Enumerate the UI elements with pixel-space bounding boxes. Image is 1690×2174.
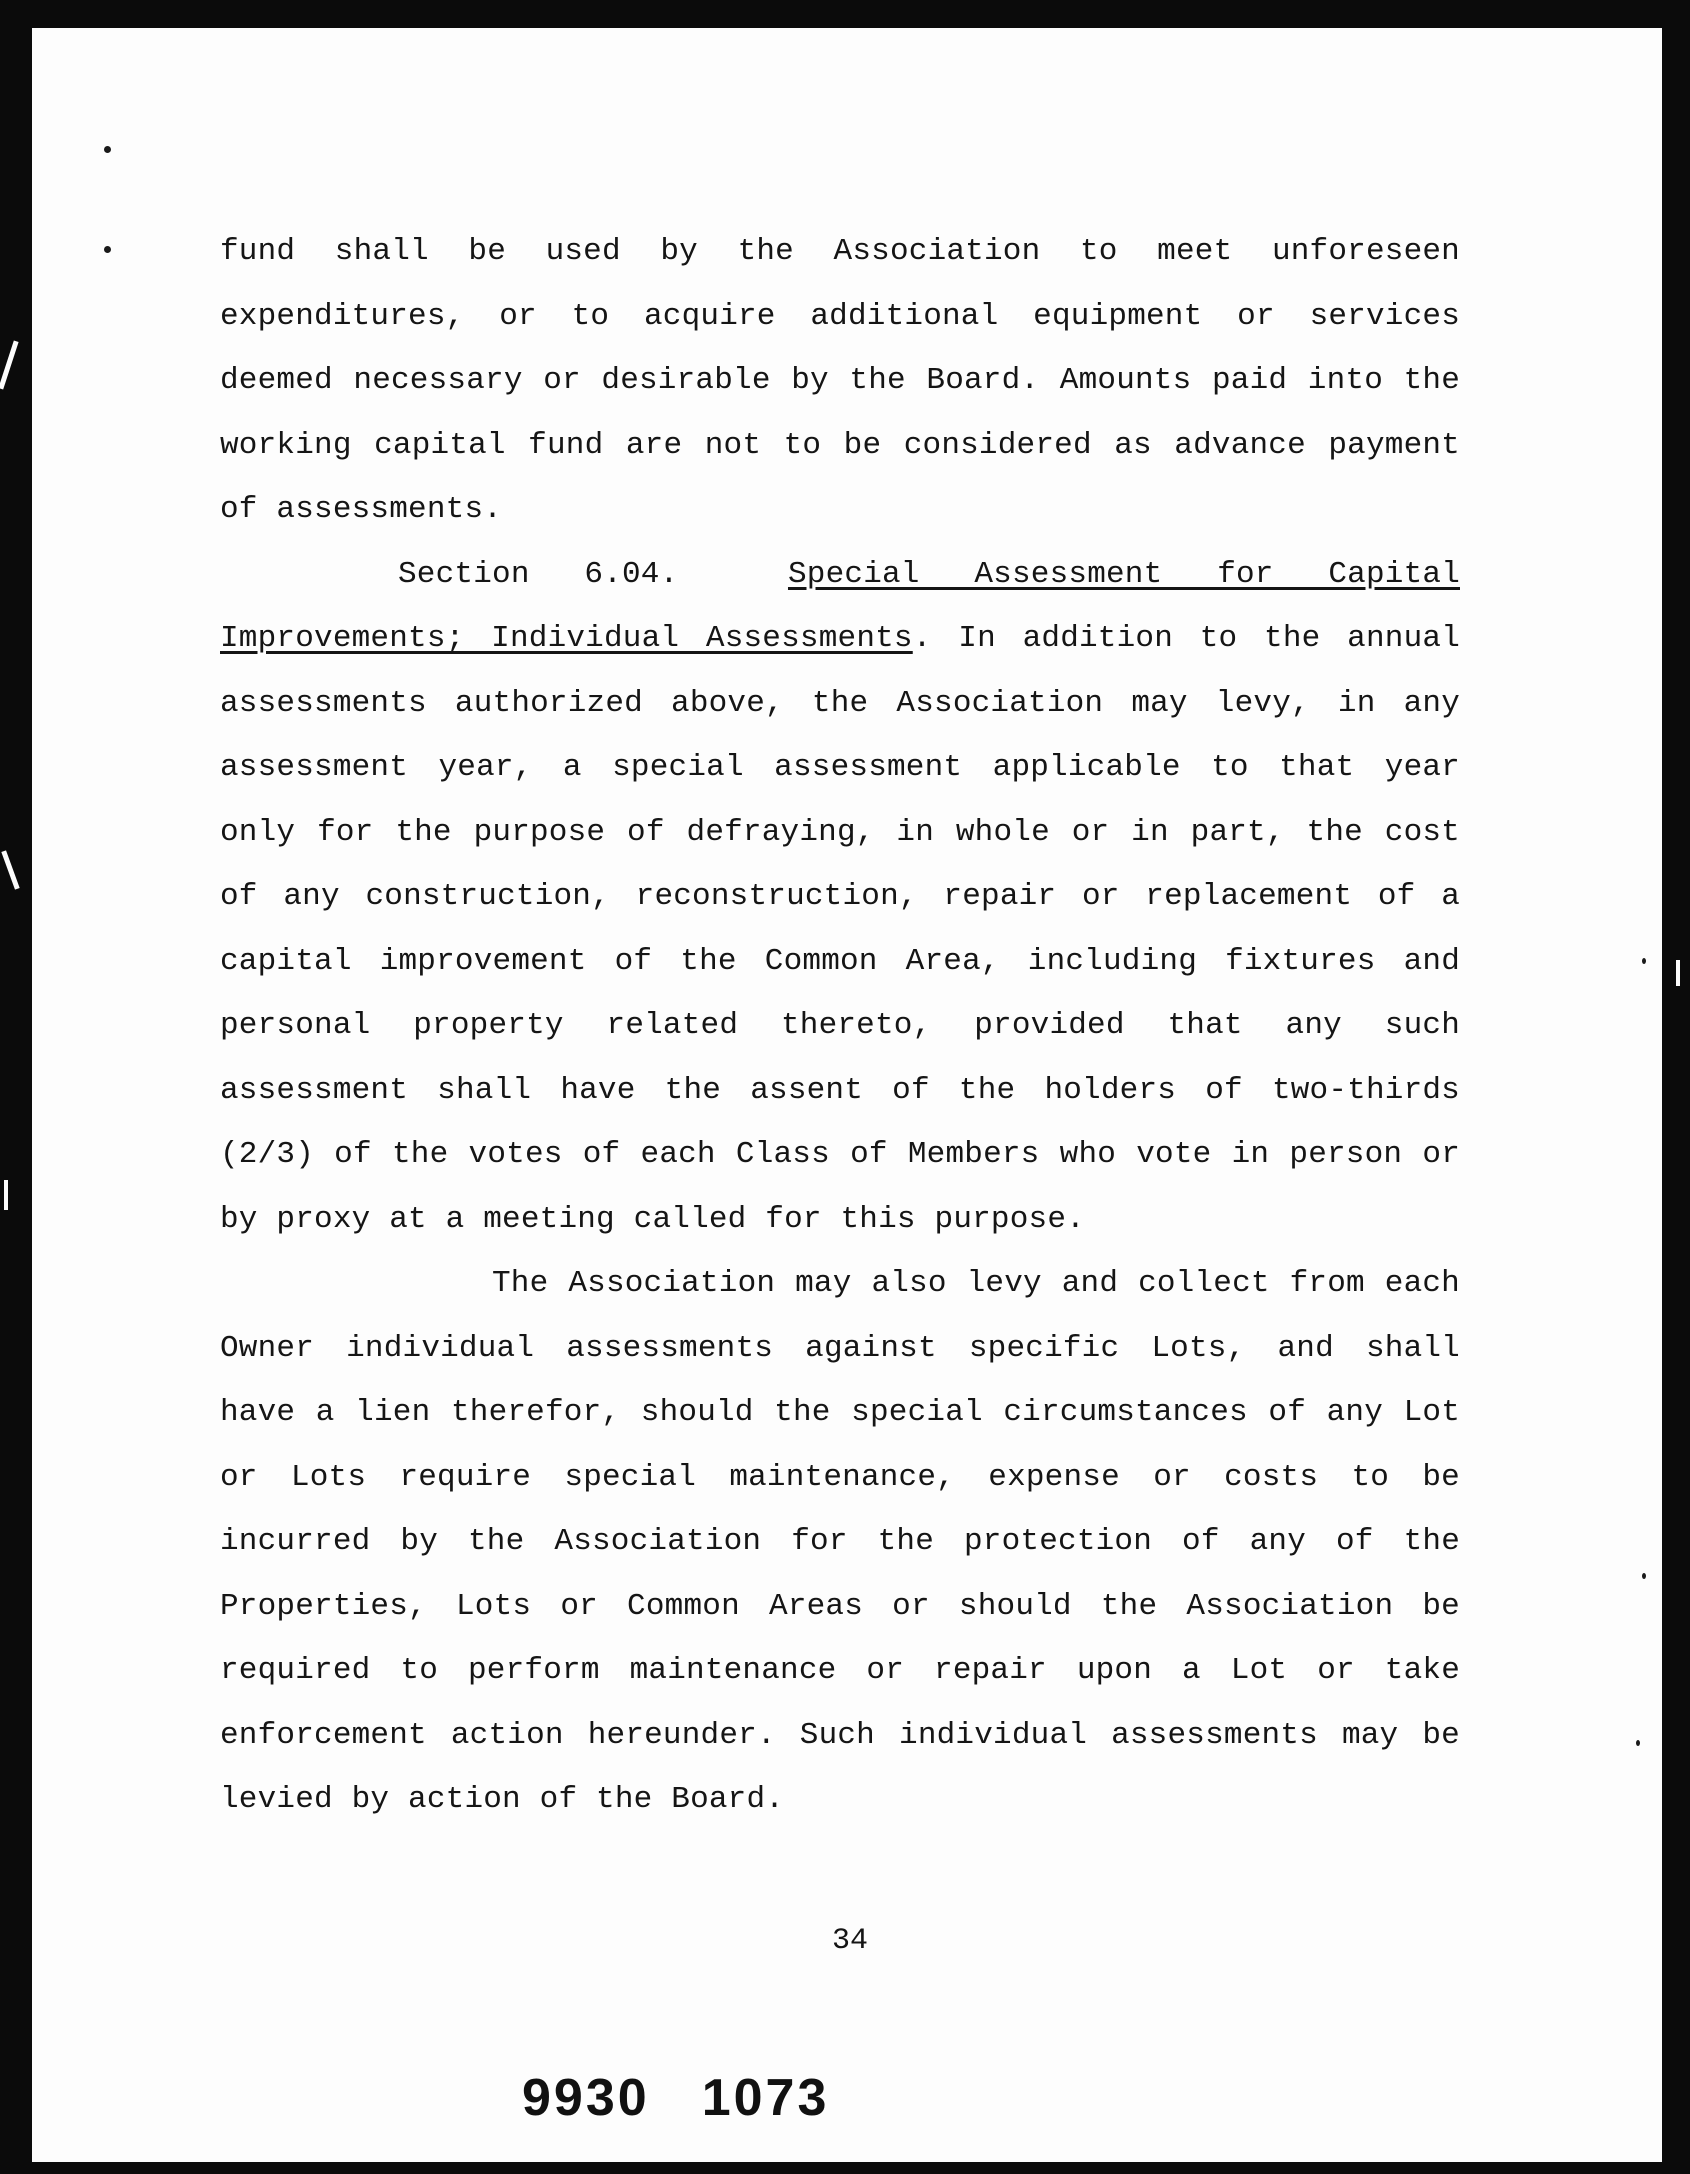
scan-edge-mark <box>1 850 19 889</box>
paragraph-working-capital: fund shall be used by the Association to meet unforeseen expenditures, or to acquire additional equipment or services deemed necessary or desirable by the Board. Amounts paid into the working capital fund are not to be considered as advance payment of assessments. <box>220 234 1460 527</box>
section-6-04 <box>220 543 1460 1253</box>
page-number: 34 <box>831 1924 868 1958</box>
scan-speck <box>104 246 111 253</box>
scan-edge-mark <box>4 1180 8 1210</box>
scan-speck <box>104 146 111 153</box>
scan-speck <box>1642 1573 1646 1579</box>
scan-edge-mark <box>0 340 19 389</box>
doc-ref-left: 9930 <box>522 2069 650 2127</box>
document-reference-number <box>522 2068 829 2128</box>
scan-edge-mark <box>1676 960 1680 986</box>
scan-speck <box>1636 1740 1640 1746</box>
body-text <box>220 220 1460 1833</box>
paragraph-individual-assessments: The Association may also levy and collect from each Owner individual assessments against specific Lots, and shall have a lien therefor, should the special circumstances of any Lot or Lots require special maintenance, expense or costs to be incurred by the Association for the protection of any of the Properties, Lots or Common Areas or should the Association be required to perform maintenance or repair upon a Lot or take enforcement action hereunder. Such individual assessments may be levied by action of the Board. <box>220 1266 1460 1817</box>
section-heading: Special Assessment for Capital Improvements; Individual Assessments <box>220 556 1460 656</box>
section-label: Section 6.04. <box>398 556 679 592</box>
document-page <box>32 28 1662 2162</box>
doc-ref-right: 1073 <box>701 2069 830 2127</box>
section-body: . In addition to the annual assessments authorized above, the Association may levy, in any assessment year, a special assessment applicable to that year only for the purpose of defraying, in whole or in part, the cost of any construction, reconstruction, repair or replacement of a capital improvement of the Common Area, including fixtures and personal property related thereto, provided that any such assessment shall have the assent of the holders of two-thirds (2/3) of the votes of each Class of Members who vote in person or by proxy at a meeting called for this purpose. <box>220 621 1460 1237</box>
scan-speck <box>1642 958 1646 964</box>
